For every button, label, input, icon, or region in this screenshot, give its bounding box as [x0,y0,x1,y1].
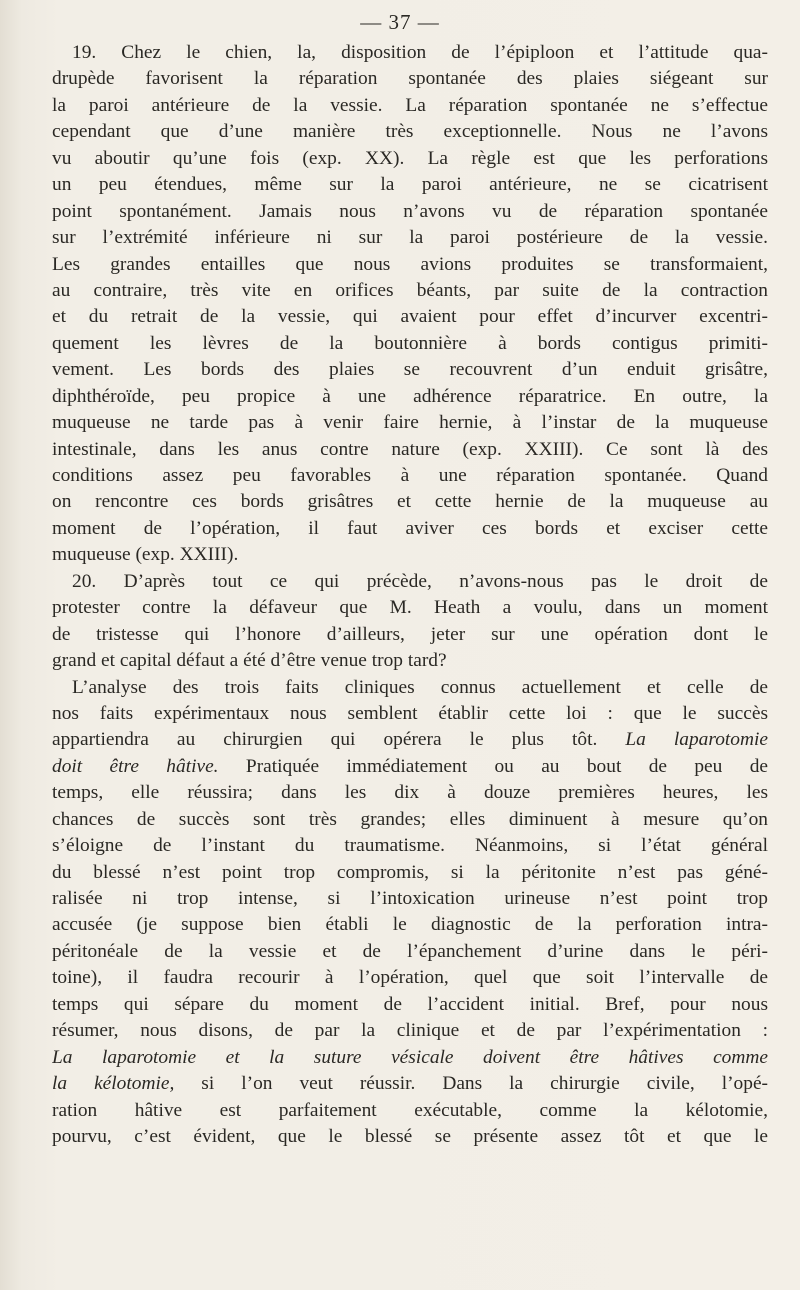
text-line: conditions assez peu favorables à une réparation spontanée. Quand [52,465,768,486]
text-line: doit être hâtive. Pratiquée immédiatement ou au bout de peu de [52,755,768,777]
italic-text: La laparotomie et la suture vésicale doivent être hâtives comme [52,1046,768,1068]
text-line: temps, elle réussira; dans les dix à douze premières heures, les [52,782,768,804]
text-line: de tristesse qui l’honore d’ailleurs, jeter sur une opération dont le [52,623,768,645]
text-line: L’analyse des trois faits cliniques connus actuellement et celle de [72,676,768,698]
text-line: quement les lèvres de la boutonnière à bords contigus primiti- [52,332,768,354]
text-line: on rencontre ces bords grisâtres et cette hernie de la muqueuse au [52,491,768,513]
text-line: cependant que d’une manière très exceptionnelle. Nous ne l’avons [52,121,768,143]
text-line: drupède favorisent la réparation spontanée des plaies siégeant sur [52,68,768,90]
text-line: toine), il faudra recourir à l’opération, quel que soit l’intervalle de [52,967,768,989]
italic-text: doit être hâtive. [52,755,219,777]
text-line: s’éloigne de l’instant du traumatisme. Néanmoins, si l’état général [52,835,768,857]
italic-text: la kélotomie, [52,1073,175,1095]
page-number: — 37 — [360,10,440,34]
text-line: résumer, nous disons, de par la clinique et de par l’expérimentation : [52,1020,768,1042]
text-line: la paroi antérieure de la vessie. La réparation spontanée ne s’effectue [52,94,768,116]
text-line: point spontanément. Jamais nous n’avons vu de réparation spontanée [52,200,768,222]
text-line: 19. Chez le chien, la, disposition de l’épiploon et l’attitude qua- [72,42,768,63]
text-line: ration hâtive est parfaitement exécutable, comme la kélotomie, [52,1099,768,1121]
text-line: muqueuse (exp. XXIII). [52,544,239,566]
text-line: nos faits expérimentaux nous semblent établir cette loi : que le succès [52,702,768,724]
text-line: au contraire, très vite en orifices béants, par suite de la contraction [52,279,768,301]
text-line: moment de l’opération, il faut aviver ces bords et exciser cette [52,517,768,539]
text-line: sur l’extrémité inférieure ni sur la paroi postérieure de la vessie. [52,227,768,249]
text-line: diphthéroïde, peu propice à une adhérence réparatrice. En outre, la [52,385,768,407]
text-line: Les grandes entailles que nous avions produites se transformaient, [52,253,768,275]
text-line: intestinale, dans les anus contre nature (exp. XXIII). Ce sont là des [52,438,768,460]
text-line: du blessé n’est point trop compromis, si la péritonite n’est pas géné- [52,861,768,883]
text-line: vu aboutir qu’une fois (exp. XX). La règle est que les perforations [52,147,768,169]
text-line: et du retrait de la vessie, qui avaient pour effet d’incurver excentri- [52,306,768,328]
text-line: muqueuse ne tarde pas à venir faire hernie, à l’instar de la muqueuse [52,412,768,434]
text-line: appartiendra au chirurgien qui opérera le plus tôt. La laparotomie [52,729,768,751]
text-line [52,1045,768,1071]
text-line: 20. D’après tout ce qui précède, n’avons-nous pas le droit de [72,570,768,592]
text-line: temps qui sépare du moment de l’accident initial. Bref, pour nous [52,993,768,1015]
text-line: la kélotomie, si l’on veut réussir. Dans la chirurgie civile, l’opé- [52,1073,768,1095]
text-line: accusée (je suppose bien établi le diagnostic de la perforation intra- [52,914,768,936]
text-line: péritonéale de la vessie et de l’épanchement d’urine dans le péri- [52,940,768,962]
text-line: ralisée ni trop intense, si l’intoxication urineuse n’est point trop [52,888,768,909]
text-line: chances de succès sont très grandes; elles diminuent à mesure qu’on [52,808,768,830]
text-line: un peu étendues, même sur la paroi antérieure, ne se cicatrisent [52,174,768,196]
text-line: pourvu, c’est évident, que le blessé se présente assez tôt et que le [52,1125,768,1147]
text-line: vement. Les bords des plaies se recouvrent d’un enduit grisâtre, [52,359,768,381]
italic-text: La laparotomie [625,729,768,751]
text-line: grand et capital défaut a été d’être venue trop tard? [52,650,447,672]
body-text [52,40,768,1150]
text-line: protester contre la défaveur que M. Heath a voulu, dans un moment [52,597,768,619]
